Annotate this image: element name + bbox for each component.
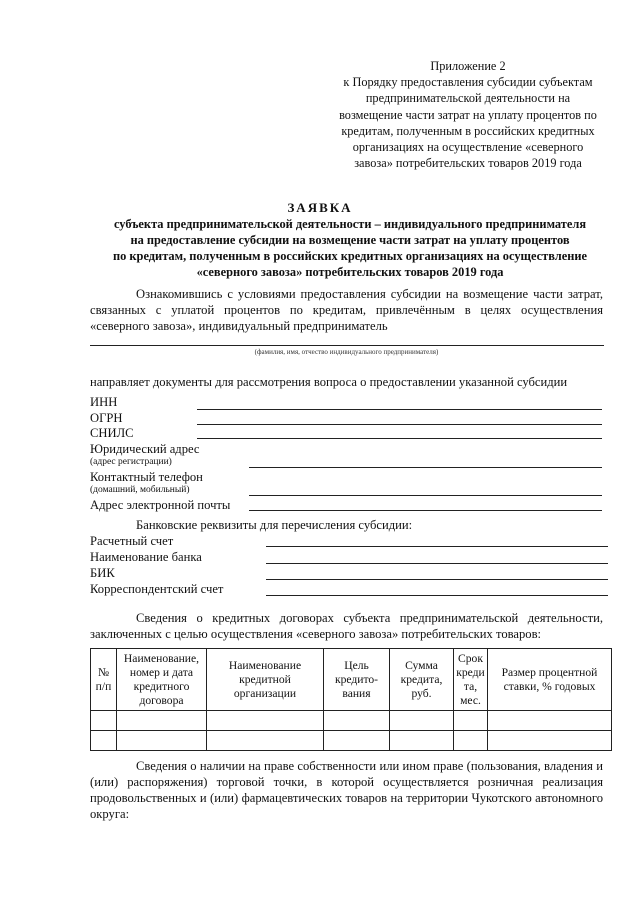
appendix-line: организациях на осуществление «северного <box>352 140 584 155</box>
table-row <box>91 711 612 731</box>
table-cell[interactable] <box>488 731 612 751</box>
table-cell[interactable] <box>207 711 324 731</box>
document-subtitle <box>80 216 620 280</box>
table-cell[interactable] <box>207 731 324 751</box>
header-contract: Наименование, номер и дата кредитного договора <box>117 649 207 711</box>
header-num: № п/п <box>91 649 117 711</box>
appendix-line: Приложение 2 <box>430 59 506 73</box>
corr-account-field[interactable] <box>266 595 608 596</box>
corr-account-label: Корреспондентский счет <box>90 582 224 596</box>
intro-text: Ознакомившись с условиями предоставления субсидии на возмещение части затрат, связанных с уплатой процентов по кредитам, привлечённым в целях осуществления «северного завоза», индивидуальный предприниматель <box>90 287 603 333</box>
table-cell[interactable] <box>454 731 488 751</box>
table-cell[interactable] <box>324 731 390 751</box>
table-cell[interactable] <box>454 711 488 731</box>
table-cell[interactable] <box>117 731 207 751</box>
account-field[interactable] <box>266 546 608 547</box>
appendix-header <box>318 58 618 171</box>
name-caption: (фамилия, имя, отчество индивидуального предпринимателя) <box>254 348 439 356</box>
subtitle-line: по кредитам, полученным в российских кредитных организациях на осуществление <box>112 249 587 263</box>
subtitle-line: «северного завоза» потребительских товаров 2019 года <box>196 265 504 279</box>
table-row <box>91 731 612 751</box>
email-field[interactable] <box>249 510 602 511</box>
property-text: Сведения о наличии на праве собственности или ином праве (пользования, владения и (или) распоряжения) торговой точки, в которой осуществляется розничная реализация продовольственных и (или) фармацевтических товаров на территории Чукотского автономного округа: <box>90 759 603 821</box>
appendix-line: предпринимательской деятельности на <box>365 91 571 106</box>
appendix-line: завоза» потребительских товаров 2019 года <box>354 156 582 171</box>
legal-address-field[interactable] <box>249 467 602 468</box>
table-cell[interactable] <box>324 711 390 731</box>
subtitle-line: субъекта предпринимательской деятельности – индивидуального предпринимателя <box>113 217 587 231</box>
snils-label: СНИЛС <box>90 426 134 440</box>
submits-text: направляет документы для рассмотрения вопроса о предоставлении указанной субсидии <box>90 375 568 389</box>
document-title: ЗАЯВКА <box>287 200 353 215</box>
email-label: Адрес электронной почты <box>90 498 231 512</box>
appendix-line: к Порядку предоставления субсидии субъектам <box>343 75 593 90</box>
phone-note: (домашний, мобильный) <box>90 485 190 495</box>
table-header-row <box>91 649 612 711</box>
appendix-line: возмещение части затрат на уплату процентов по <box>339 107 597 122</box>
snils-field[interactable] <box>197 438 602 439</box>
bank-name-label: Наименование банка <box>90 550 202 564</box>
ogrn-label: ОГРН <box>90 411 123 425</box>
table-cell[interactable] <box>117 711 207 731</box>
table-cell[interactable] <box>91 731 117 751</box>
credits-text: Сведения о кредитных договорах субъекта предпринимательской деятельности, заключенных с целью осуществления «северного завоза» потребительских товаров: <box>90 611 603 641</box>
header-rate: Размер процентной ставки, % годовых <box>488 649 612 711</box>
bank-name-field[interactable] <box>266 563 608 564</box>
phone-label: Контактный телефон <box>90 470 203 484</box>
table-cell[interactable] <box>390 711 454 731</box>
header-purpose: Цель кредито-вания <box>324 649 390 711</box>
appendix-line: кредитам, полученным в российских кредитных <box>341 123 595 138</box>
legal-address-note: (адрес регистрации) <box>90 457 172 467</box>
table-cell[interactable] <box>390 731 454 751</box>
ogrn-field[interactable] <box>197 424 602 425</box>
bank-heading: Банковские реквизиты для перечисления субсидии: <box>136 518 413 532</box>
inn-field[interactable] <box>197 409 602 410</box>
credits-paragraph <box>90 610 603 642</box>
table-cell[interactable] <box>488 711 612 731</box>
credits-table <box>90 648 612 751</box>
header-term: Срок креди та, мес. <box>454 649 488 711</box>
subtitle-line: на предоставление субсидии на возмещение части затрат на уплату процентов <box>130 233 570 247</box>
header-organization: Наименование кредитной организации <box>207 649 324 711</box>
intro-paragraph <box>90 286 603 334</box>
legal-address-label: Юридический адрес <box>90 442 200 456</box>
header-amount: Сумма кредита, руб. <box>390 649 454 711</box>
inn-label: ИНН <box>90 395 118 409</box>
property-paragraph <box>90 758 603 822</box>
table-cell[interactable] <box>91 711 117 731</box>
bik-field[interactable] <box>266 579 608 580</box>
phone-field[interactable] <box>249 495 602 496</box>
applicant-name-line[interactable] <box>90 345 604 346</box>
bik-label: БИК <box>90 566 115 580</box>
account-label: Расчетный счет <box>90 534 174 548</box>
